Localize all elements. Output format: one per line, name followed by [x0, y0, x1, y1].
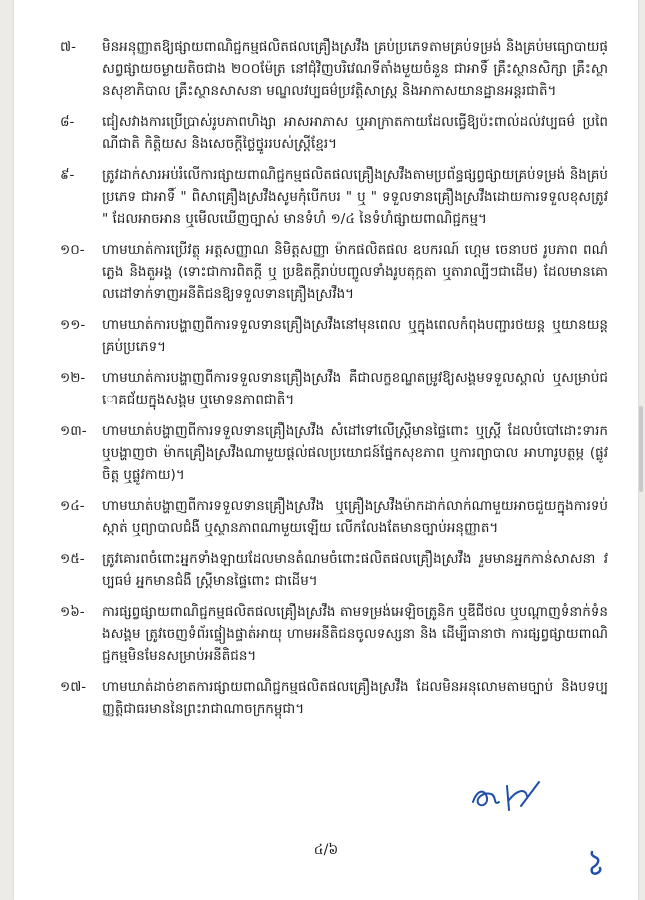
scrollbar[interactable]	[639, 406, 643, 492]
page-number: ៤/៦	[313, 842, 339, 858]
item-text: ការផ្សព្វផ្សាយពាណិជ្ជកម្មផលិតផលគ្រឿងស្រវឹង តាមទម្រង់អេឡិចត្រូនិក ឬឌីជីថល ឬបណ្តាញទំនាក់ទំនងសង្គម ត្រូវចេញទំព័រផ្ទៀងផ្ទាត់អាយុ ហាមអនីតិជនចូលទស្សនា និង ដើម្បីធានាថា ការផ្សព្វផ្សាយពាណិជ្ជកម្មមិនមែនសម្រាប់អនីតិជន។	[102, 604, 608, 664]
item-number: ១៣-	[60, 423, 87, 439]
article-list	[60, 36, 608, 729]
document-page	[14, 0, 638, 900]
item-number: ៧-	[60, 39, 76, 55]
list-item	[60, 367, 608, 411]
item-number: ១២-	[60, 370, 86, 386]
list-item	[60, 495, 608, 539]
item-text: ហាមឃាត់ការបង្ហាញពីការទទួលទានគ្រឿងស្រវឹងនៅមុនពេល ឬក្នុងពេលកំពុងបញ្ជារថយន្ត ឬយានយន្តគ្រប់ប្រភេទ។	[102, 317, 608, 355]
list-item	[60, 239, 608, 305]
item-number: ១៧-	[60, 679, 87, 695]
item-number: ៩-	[60, 167, 75, 183]
item-text: មិនអនុញ្ញាតឱ្យផ្សាយពាណិជ្ជកម្មផលិតផលគ្រឿងស្រវឹង គ្រប់ប្រភេទតាមគ្រប់ទម្រង់ និងគ្រប់មធ្យោបាយផ្សព្វផ្សាយចម្ងាយតិចជាង ២០០ម៉ែត្រ នៅជុំវិញបរិវេណទីតាំងមួយចំនួន ជាអាទិ៍ គ្រឹះស្ថានសិក្សា គ្រឹះស្ថានសុខាភិបាល គ្រឹះស្ថានសាសនា មណ្ឌលវប្បធម៌ប្រវត្តិសាស្ត្រ និងអាកាសយានដ្ឋានអន្តរជាតិ។	[102, 39, 608, 99]
item-text: ហាមឃាត់បង្ហាញពីការទទួលទានគ្រឿងស្រវឹង សំដៅទៅលើស្ត្រីមានផ្ទៃពោះ ឬស្ត្រី ដែលបំបៅដោះទារក ឬបង្ហាញថា ម៉ាកគ្រឿងស្រវឹងណាមួយផ្តល់ផលប្រយោជន៍ផ្នែកសុខភាព ឬការព្យាបាល អាហារូបត្ថម្ភ (ផ្លូវចិត្ត ឬផ្លូវកាយ)។	[102, 423, 608, 483]
item-text: ហាមឃាត់ការប្រើវត្ថុ អត្តសញ្ញាណ និមិត្តសញ្ញា ម៉ាកផលិតផល ឧបករណ៍ ហ្គេម ចេនាបថ រូបភាព ពណ៌ ភ្លេង និងតួអង្គ (ទោះជាការពិតក្តី ឬ ប្រឌិតក្តីរាប់បញ្ចូលទាំងរូបតុក្កតា ឬតារាល្បីៗជាដើម) ដែលមានគោលដៅទាក់ទាញអនីតិជនឱ្យទទួលទានគ្រឿងស្រវឹង។	[102, 242, 608, 302]
item-text: ត្រូវដាក់សារអប់រំលើការផ្សាយពាណិជ្ជកម្មផលិតផលគ្រឿងស្រវឹងតាមប្រព័ន្ធផ្សព្វផ្សាយគ្រប់ទម្រង់ និងគ្រប់ប្រភេទ ជាអាទិ៍ " ពិសាគ្រឿងស្រវឹងសូមកុំបើកបរ " ឬ " ទទួលទានគ្រឿងស្រវឹងដោយការទទួលខុសត្រូវ " ដែលអាចអាន ឬមើលឃើញច្បាស់ មានទំហំ ១/៤ នៃទំហំផ្សាយពាណិជ្ជកម្ម។	[102, 167, 608, 227]
item-number: ១៥-	[60, 551, 85, 567]
item-number: ១១-	[60, 317, 86, 333]
handwritten-signature-icon	[469, 776, 559, 816]
list-item	[60, 164, 608, 230]
item-number: ១០-	[60, 242, 85, 258]
list-item	[60, 111, 608, 155]
list-item	[60, 36, 608, 102]
item-text: ហាមឃាត់ការបង្ហាញពីការទទួលទានគ្រឿងស្រវឹង គឺជាលក្ខខណ្ឌតម្រូវឱ្យសង្គមទទួលស្គាល់ ឬសម្រាប់ជោគជ័យក្នុងសង្គម ឬមោទនភាពជាតិ។	[102, 370, 608, 408]
handwritten-initial-icon	[586, 848, 606, 876]
item-number: ១៦-	[60, 604, 85, 620]
item-text: ជៀសវាងការប្រើប្រាស់រូបភាពហិង្សា អាសអាភាស ឬអាក្រាតកាយដែលធ្វើឱ្យប៉ះពាល់ដល់វប្បធម៌ ប្រពៃណីជាតិ កិត្តិយស និងសេចក្តីថ្លៃថ្នូររបស់ស្ត្រីខ្មែរ។	[102, 114, 608, 152]
item-number: ៨-	[60, 114, 75, 130]
item-number: ១៤-	[60, 498, 85, 514]
list-item	[60, 676, 608, 720]
list-item	[60, 314, 608, 358]
list-item	[60, 420, 608, 486]
item-text: ហាមឃាត់ដាច់ខាតការផ្សាយពាណិជ្ជកម្មផលិតផលគ្រឿងស្រវឹង ដែលមិនអនុលោមតាមច្បាប់ និងបទប្បញ្ញត្តិជាធរមាននៃព្រះរាជាណាចក្រកម្ពុជា។	[102, 679, 608, 717]
item-text: ត្រូវគោរពចំពោះអ្នកទាំងឡាយដែលមានតំណមចំពោះផលិតផលគ្រឿងស្រវឹង រួមមានអ្នកកាន់សាសនា វប្បធម៌ អ្នកមានជំងឺ ស្ត្រីមានផ្ទៃពោះ ជាដើម។	[102, 551, 608, 589]
list-item	[60, 548, 608, 592]
list-item	[60, 601, 608, 667]
item-text: ហាមឃាត់បង្ហាញពីការទទួលទានគ្រឿងស្រវឹង ឬគ្រឿងស្រវឹងម៉ាកដាក់លាក់ណាមួយអាចជួយក្នុងការទប់ស្កាត់ ឬព្យាបាលជំងឺ ឬស្ថានភាពណាមួយឡើយ លើកលែងតែមានច្បាប់អនុញ្ញាត។	[102, 498, 608, 536]
